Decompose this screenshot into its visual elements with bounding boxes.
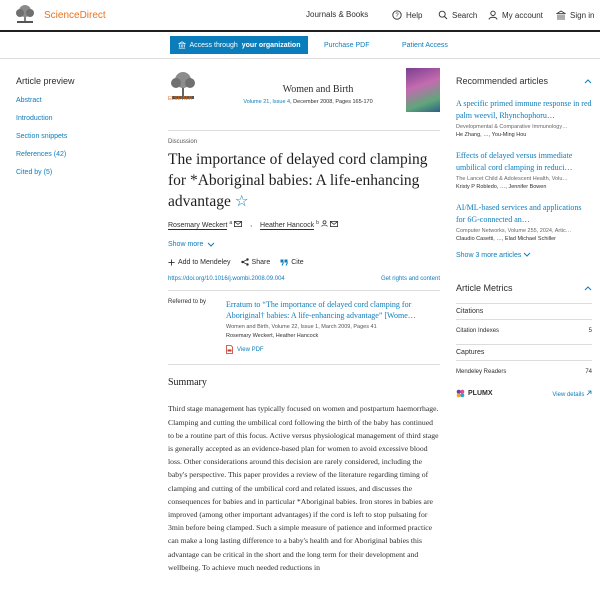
doi-link[interactable]: https://doi.org/10.1016/j.wombi.2008.09.004 bbox=[168, 276, 285, 283]
help-link[interactable] bbox=[392, 10, 422, 20]
chevron-down-icon bbox=[207, 242, 215, 247]
sidebar-item-section-snippets[interactable]: Section snippets bbox=[16, 133, 68, 140]
author-affiliation: a bbox=[229, 220, 233, 226]
summary-heading: Summary bbox=[168, 377, 207, 389]
top-header bbox=[0, 0, 600, 32]
journal-meta bbox=[208, 99, 408, 105]
institution-icon bbox=[178, 41, 186, 49]
show-more-articles-label: Show 3 more articles bbox=[456, 252, 522, 259]
access-through-organization-button[interactable] bbox=[170, 36, 308, 54]
recommended-article-authors: Claudio Casetti, …, Elad Michael Schiller bbox=[456, 236, 556, 242]
email-icon bbox=[234, 221, 242, 227]
author-2[interactable] bbox=[260, 220, 338, 229]
citation-indexes-label: Citation Indexes bbox=[456, 328, 500, 334]
journal-name[interactable]: Women and Birth bbox=[282, 84, 354, 95]
add-to-mendeley-label: Add to Mendeley bbox=[178, 258, 231, 266]
article-preview-title: Article preview bbox=[16, 76, 75, 86]
sidebar-item-abstract[interactable]: Abstract bbox=[16, 97, 42, 104]
view-pdf-label: View PDF bbox=[237, 346, 264, 353]
citations-group-label: Citations bbox=[456, 303, 592, 320]
sidebar-item-introduction[interactable]: Introduction bbox=[16, 115, 53, 122]
add-to-mendeley-button[interactable] bbox=[168, 259, 231, 266]
article-metrics-section bbox=[456, 283, 592, 398]
plumx-row bbox=[456, 389, 592, 398]
sign-in-label: Sign in bbox=[570, 10, 595, 20]
journal-cover-image[interactable] bbox=[406, 68, 440, 112]
recommended-article bbox=[456, 98, 592, 138]
article-metrics-header[interactable] bbox=[456, 283, 592, 293]
divider bbox=[168, 364, 440, 365]
share-icon bbox=[241, 258, 249, 266]
right-sidebar bbox=[456, 76, 592, 398]
plumx-logo bbox=[456, 389, 493, 398]
arrow-up-right-icon bbox=[586, 390, 592, 396]
recommended-article-meta: The Lancet Child & Adolescent Health, Volu… bbox=[456, 176, 568, 182]
article-title-text: The importance of delayed cord clamping for *Aboriginal babies: A life-enhancing advantage bbox=[168, 151, 428, 210]
author-name: Heather Hancock bbox=[260, 222, 315, 230]
citation-indexes-row bbox=[456, 328, 592, 334]
captures-group-label: Captures bbox=[456, 344, 592, 361]
article-metrics-title: Article Metrics bbox=[456, 283, 513, 293]
elsevier-tree-icon[interactable] bbox=[14, 4, 36, 24]
star-icon[interactable]: ☆ bbox=[234, 193, 249, 210]
plumx-label: PLUMX bbox=[468, 390, 493, 397]
show-more-button[interactable] bbox=[168, 241, 440, 248]
publisher-name: ELSEVIER bbox=[168, 96, 193, 102]
journal-header bbox=[168, 66, 440, 131]
search-icon bbox=[438, 10, 448, 20]
svg-text:?: ? bbox=[395, 13, 399, 20]
quote-icon bbox=[280, 259, 288, 266]
erratum-meta: Women and Birth, Volume 22, Issue 1, March 2009, Pages 41 bbox=[226, 324, 377, 331]
pdf-icon bbox=[226, 345, 233, 354]
recommended-article-authors: He Zhang, …, You-Ming Hou bbox=[456, 132, 527, 138]
cite-label: Cite bbox=[291, 258, 304, 266]
recommended-article bbox=[456, 202, 592, 242]
author-separator: , bbox=[250, 221, 253, 229]
journal-details: , December 2008, Pages 165-170 bbox=[290, 99, 373, 105]
summary-text: Third stage management has typically focused on women and postpartum haemorrhage. Clamping and cutting the umbilical cord following the birth of the baby has continued to be a routine part of this focus. Active versus physiological management of third stage is generally accepted as an evidence-based plan for women to avoid excessive blood loss. Other considerations around this decision are rarely considered, including the baby's perspective. This paper provides a review of the literature regarding timing of clamping and cutting of the umbilical cord and related issues, and discusses the consequences for babies and in particular *Aboriginal babies. Iron stores in babies are improved (among other important advantages) if the cord is left to stop pulsating for 3min before being clamped. Such a simple measure of patience and informed practice can make a long lasting difference to a baby's health and for Aboriginal babies this advantage can be critical in the short and the long term for their development and wellbeing. To achieve much needed reductions in bbox=[168, 404, 439, 572]
referred-to-by-label: Referred to by bbox=[168, 299, 207, 306]
journals-books-link[interactable] bbox=[306, 10, 368, 19]
user-icon bbox=[321, 220, 328, 227]
mendeley-readers-value: 74 bbox=[585, 369, 592, 375]
email-icon bbox=[330, 221, 338, 227]
access-bold: your organization bbox=[241, 41, 301, 49]
recommended-articles-header[interactable] bbox=[456, 76, 592, 86]
article-type: Discussion bbox=[168, 139, 198, 145]
recommended-article-authors: Kristy P Robledo, …, Jennifer Bowen bbox=[456, 184, 547, 190]
mendeley-readers-label: Mendeley Readers bbox=[456, 369, 507, 375]
article-actions bbox=[168, 258, 440, 266]
chevron-up-icon bbox=[584, 286, 592, 291]
institution-icon bbox=[556, 10, 566, 20]
rights-link[interactable]: Get rights and content bbox=[380, 276, 440, 283]
erratum-authors: Rosemary Weckert, Heather Hancock bbox=[226, 333, 319, 340]
my-account-link[interactable] bbox=[488, 10, 543, 20]
erratum-title-link[interactable]: Erratum to “The importance of delayed cord clamping for Aboriginal† babies: A life-enhancing advantage” [Wome… bbox=[226, 300, 416, 321]
view-pdf-link[interactable] bbox=[226, 345, 440, 354]
doi-row bbox=[168, 276, 440, 291]
show-more-label: Show more bbox=[168, 241, 204, 249]
sidebar-item-references[interactable]: References (42) bbox=[16, 151, 67, 158]
citation-indexes-value: 5 bbox=[588, 328, 592, 334]
chevron-down-icon bbox=[523, 252, 531, 257]
author-affiliation: b bbox=[316, 220, 319, 226]
recommended-articles-title: Recommended articles bbox=[456, 76, 549, 86]
user-icon bbox=[488, 10, 498, 20]
search-link[interactable] bbox=[438, 10, 477, 20]
recommended-article-meta: Developmental & Comparative Immunology… bbox=[456, 124, 568, 130]
recommended-article bbox=[456, 150, 592, 190]
recommended-article-meta: Computer Networks, Volume 255, 2024, Artic… bbox=[456, 228, 572, 234]
volume-link[interactable]: Volume 21, Issue 4 bbox=[243, 99, 291, 105]
access-bar bbox=[0, 32, 600, 59]
chevron-up-icon bbox=[584, 79, 592, 84]
mendeley-readers-row bbox=[456, 369, 592, 375]
share-button[interactable] bbox=[241, 258, 271, 266]
referred-item bbox=[226, 299, 440, 354]
sign-in-link[interactable] bbox=[556, 10, 594, 20]
article-preview-sidebar bbox=[16, 76, 136, 187]
author-1[interactable] bbox=[168, 220, 242, 229]
author-list bbox=[168, 220, 440, 229]
sciencedirect-logo[interactable]: ScienceDirect bbox=[44, 10, 106, 21]
help-label: Help bbox=[406, 10, 423, 20]
referred-to-by-section bbox=[168, 299, 440, 354]
purchase-pdf-link[interactable]: Purchase PDF bbox=[324, 42, 370, 49]
my-account-label: My account bbox=[502, 10, 543, 20]
patient-access-link[interactable]: Patient Access bbox=[402, 42, 448, 49]
view-details-label: View details bbox=[552, 391, 585, 398]
search-label: Search bbox=[452, 10, 478, 20]
plumx-icon bbox=[456, 389, 465, 398]
sidebar-item-cited-by[interactable]: Cited by (5) bbox=[16, 169, 53, 176]
article-main bbox=[168, 66, 440, 574]
share-label: Share bbox=[251, 258, 271, 266]
show-more-articles-button[interactable] bbox=[456, 252, 592, 259]
recommended-article-title[interactable]: AI/ML-based services and applications for 6G-connected an… bbox=[456, 203, 582, 224]
journals-books-label: Journals & Books bbox=[306, 10, 369, 19]
view-details-link[interactable] bbox=[552, 390, 592, 398]
plus-icon bbox=[168, 259, 175, 266]
author-name: Rosemary Weckert bbox=[168, 222, 228, 230]
help-icon bbox=[392, 10, 402, 20]
recommended-article-title[interactable]: A specific primed immune response in red palm weevil, Rhynchophoru… bbox=[456, 99, 592, 120]
recommended-article-title[interactable]: Effects of delayed versus immediate umbilical cord clamping in reduci… bbox=[456, 151, 573, 172]
cite-button[interactable] bbox=[280, 259, 303, 266]
access-prefix: Access through bbox=[189, 41, 238, 49]
article-title bbox=[168, 149, 440, 212]
